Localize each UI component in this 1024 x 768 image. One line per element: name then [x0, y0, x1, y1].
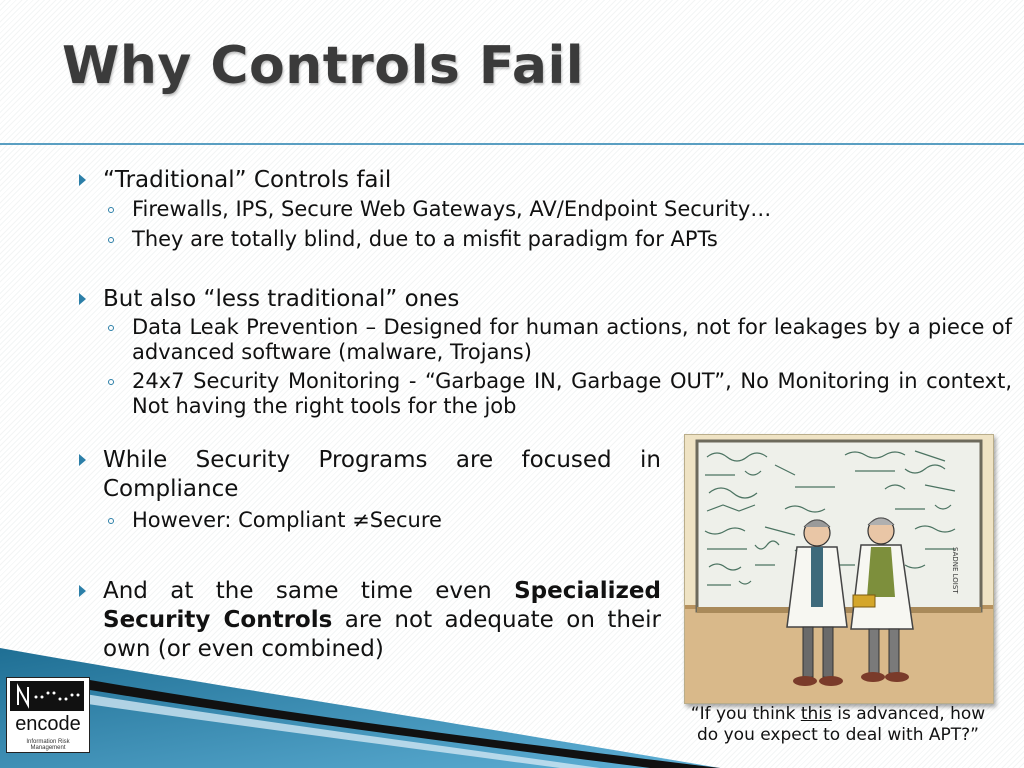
bullet-2-sub-2: 24x7 Security Monitoring - “Garbage IN, Garbage OUT”, No Monitoring in context, Not having the right tools for the job: [132, 369, 1012, 418]
bullet-4-part-1: And at the same time even: [103, 578, 515, 604]
bullet-2-sub-1: Data Leak Prevention – Designed for human actions, not for leakages by a piece of advanced software (malware, Trojans): [132, 315, 1012, 364]
footer-wave-decoration: [0, 620, 720, 768]
sub-bullet-circle-icon: [108, 379, 114, 385]
bullet-3: While Security Programs are focused in Compliance: [103, 447, 661, 502]
sub-bullet-circle-icon: [108, 518, 114, 524]
slide-title: Why Controls Fail: [62, 36, 585, 96]
logo-tagline: Information Risk Management: [26, 739, 70, 751]
bullet-1: “Traditional” Controls fail: [103, 167, 392, 193]
bullet-1-sub-2: They are totally blind, due to a misfit paradigm for APTs: [132, 227, 718, 251]
bullet-4-emphasis: Specialized Security Controls: [103, 578, 661, 633]
bullet-arrow-icon: [79, 293, 86, 305]
bullet-4-part-3: are not adequate on their own (or even combined): [103, 607, 661, 662]
bullet-2: But also “less traditional” ones: [103, 286, 460, 312]
caption-part-1: “If you think: [690, 704, 801, 724]
sub-bullet-circle-icon: [108, 207, 114, 213]
cartoon-image: [684, 434, 994, 704]
bullet-1-sub-1: Firewalls, IPS, Secure Web Gateways, AV/Endpoint Security…: [132, 197, 772, 221]
bullet-arrow-icon: [79, 454, 86, 466]
sub-bullet-circle-icon: [108, 325, 114, 331]
bullet-3-sub-1: However: Compliant ≠Secure: [132, 508, 442, 532]
sub-bullet-circle-icon: [108, 237, 114, 243]
logo-graphic: [10, 681, 84, 711]
encode-logo: [6, 677, 90, 753]
cartoon-caption: [684, 704, 992, 746]
caption-emphasis: this: [800, 704, 832, 724]
cartoon-signature: SADNE LOIST: [951, 547, 959, 594]
logo-wordmark: encode: [15, 713, 81, 735]
caption-part-3: is advanced, how do you expect to deal with APT?”: [697, 704, 986, 745]
bullet-arrow-icon: [79, 174, 86, 186]
bullet-arrow-icon: [79, 585, 86, 597]
cartoon-scientists-illustration: [685, 435, 993, 703]
